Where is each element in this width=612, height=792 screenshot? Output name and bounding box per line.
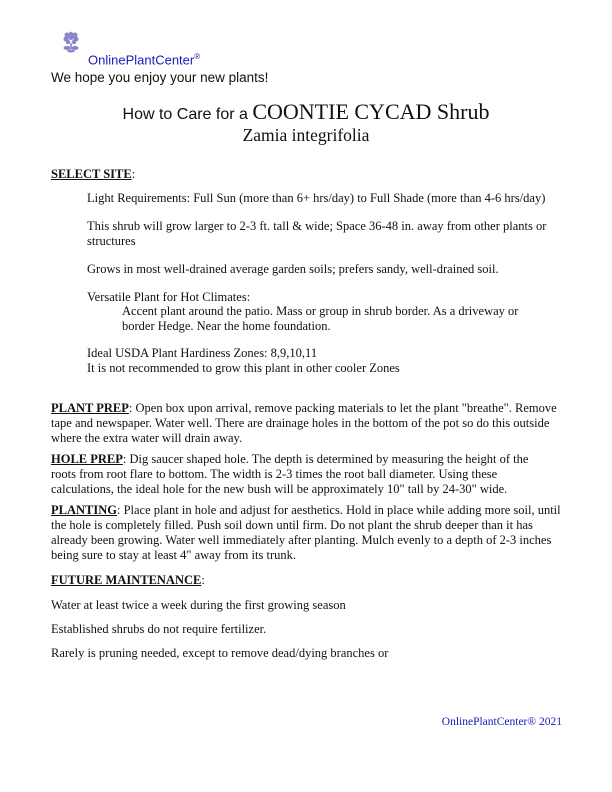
maintenance-item: Water at least twice a week during the first growing season <box>51 598 346 612</box>
versatile-text: Accent plant around the patio. Mass or group in shrub border. As a driveway or border Hedge. Near the home foundation. <box>122 304 519 333</box>
page-title <box>0 99 612 125</box>
footer-copyright: OnlinePlantCenter® 2021 <box>441 716 562 728</box>
zones-note: It is not recommended to grow this plant in other cooler Zones <box>87 361 400 375</box>
maintenance-item: Established shrubs do not require fertilizer. <box>51 622 267 636</box>
title-prefix: How to Care for a <box>122 106 253 123</box>
plant-prep-text: : Open box upon arrival, remove packing materials to let the plant "breathe". Remove tape and newspaper. Water well. There are drainage holes in the bottom of the pot so do this outside where the extra water will drain away. <box>51 401 557 445</box>
flower-icon <box>61 31 81 53</box>
plant-prep-heading: PLANT PREP <box>51 401 129 415</box>
registered-mark: ® <box>194 52 201 61</box>
plant-name: COONTIE CYCAD Shrub <box>252 99 490 124</box>
size-spacing: This shrub will grow larger to 2-3 ft. tall & wide; Space 36-48 in. away from other plants or structures <box>87 219 547 248</box>
tagline: We hope you enjoy your new plants! <box>51 70 269 85</box>
future-maintenance-heading <box>51 573 205 588</box>
maintenance-item: Rarely is pruning needed, except to remove dead/dying branches or <box>51 646 389 660</box>
brand-name <box>88 52 200 67</box>
scientific-name: Zamia integrifolia <box>242 125 370 145</box>
hole-prep-text: : Dig saucer shaped hole. The depth is determined by measuring the height of the roots from root flare to bottom. The width is 2-3 times the root ball diameter. Using these calculations, the ideal hole for the new bush will be approximately 10" tall by 24-30" wide. <box>51 452 529 496</box>
hole-prep-section <box>51 452 551 497</box>
select-site-label: SELECT SITE <box>51 167 132 181</box>
soil-requirements: Grows in most well-drained average garden soils; prefers sandy, well-drained soil. <box>87 262 499 276</box>
future-maintenance-label: FUTURE MAINTENANCE <box>51 573 202 587</box>
light-requirements: Light Requirements: Full Sun (more than 6+ hrs/day) to Full Shade (more than 4-6 hrs/day) <box>87 191 546 205</box>
colon: : <box>131 167 136 181</box>
colon: : <box>201 573 205 587</box>
brand-name-text: OnlinePlantCenter <box>88 52 195 68</box>
select-site-heading <box>51 167 135 182</box>
hole-prep-heading: HOLE PREP <box>51 452 123 466</box>
planting-text: : Place plant in hole and adjust for aesthetics. Hold in place while adding more soil, until the hole is completely filled. Push soil down until firm. Do not plant the shrub deeper than it has already been growing. Water well immediately after planting. Mulch evenly to a depth of 2-3 inches being sure to stay at least 4" away from its trunk. <box>51 503 561 562</box>
planting-section <box>51 503 571 563</box>
hardiness-zones: Ideal USDA Plant Hardiness Zones: 8,9,10,11 <box>87 346 318 360</box>
plant-prep-section <box>51 401 571 446</box>
versatile-heading: Versatile Plant for Hot Climates: <box>87 290 251 304</box>
planting-heading: PLANTING <box>51 503 117 517</box>
